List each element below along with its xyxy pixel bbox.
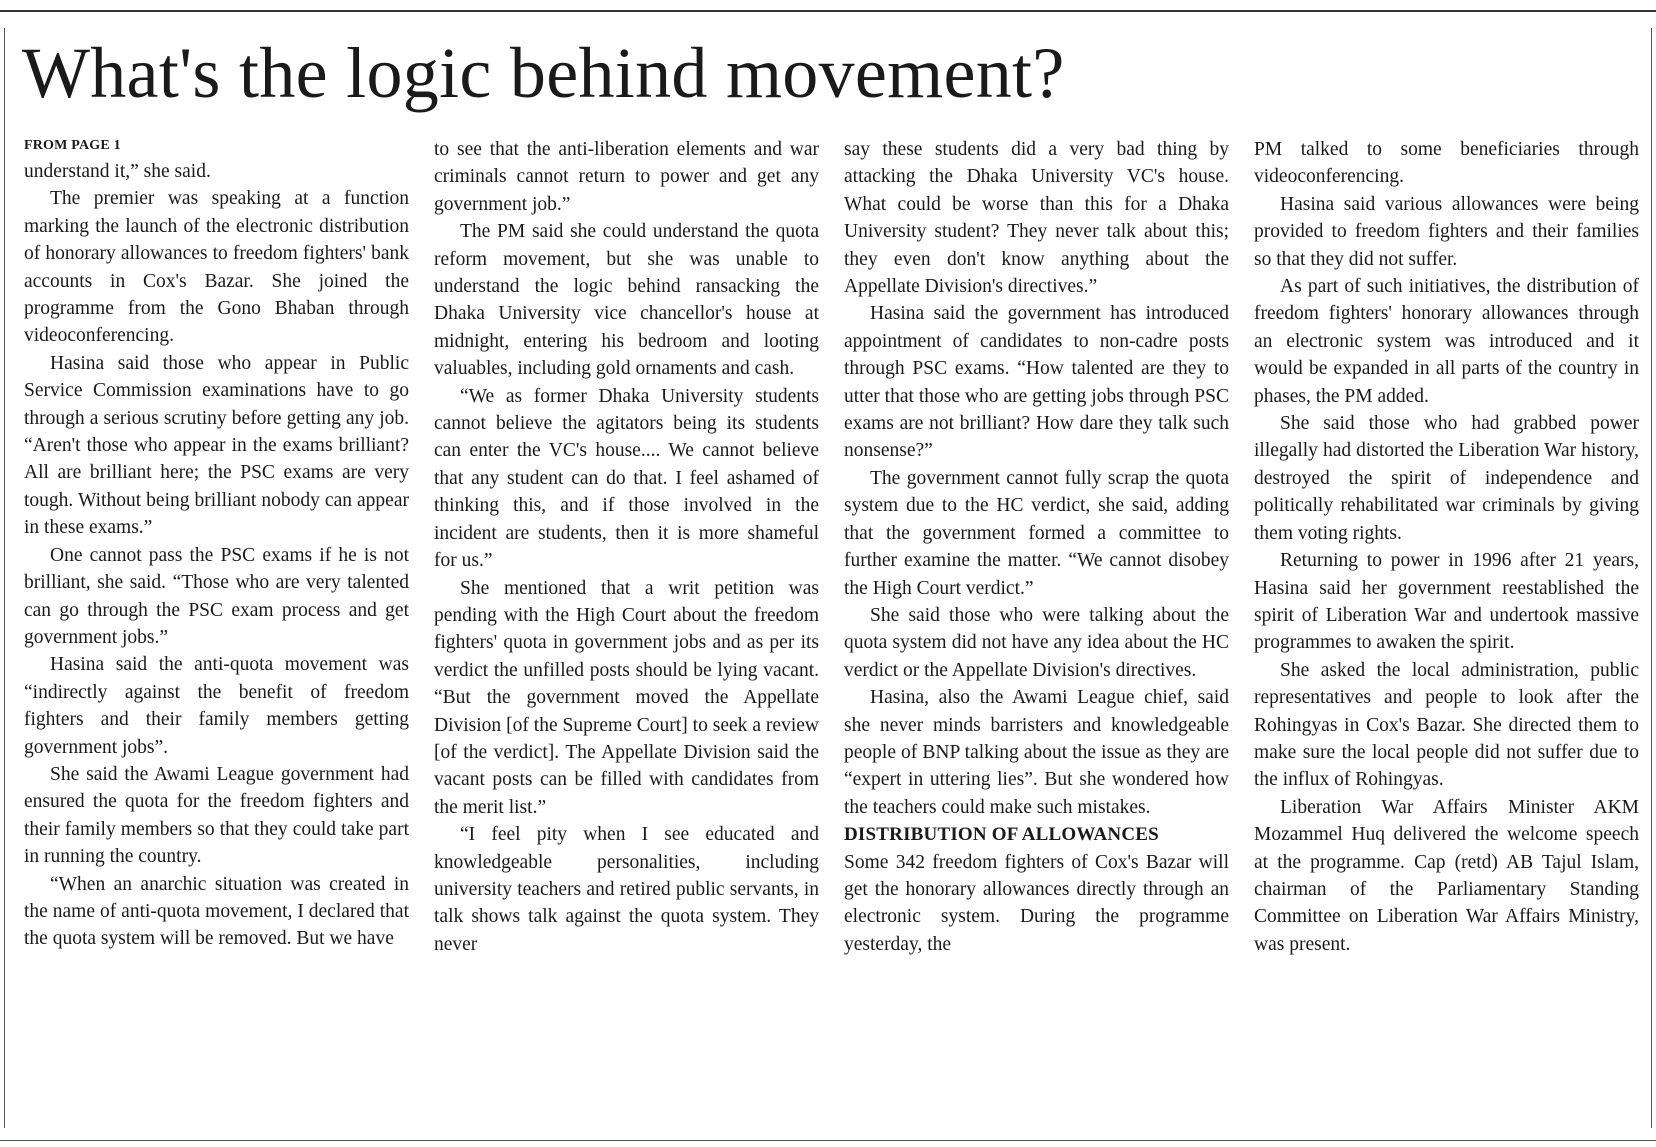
paragraph: One cannot pass the PSC exams if he is not brilliant, she said. “Those who are very talented can go through the PSC exam process and get government jobs.” [24,544,409,648]
paragraph: She said the Awami League government had ensured the quota for the freedom fighters and their family members so that they could take part in running the country. [24,763,409,868]
paragraph: “When an anarchic situation was created in the name of anti-quota movement, I declared that the quota system will be removed. But we have [24,873,409,950]
paragraph: She said those who had grabbed power illegally had distorted the Liberation War history, destroyed the spirit of independence and politically rehabilitated war criminals by giving them voting rights. [1254,413,1639,544]
paragraph: As part of such initiatives, the distribution of freedom fighters' honorary allowances through an electronic system was introduced and it would be expanded in all parts of the country in phases, the PM added. [1254,276,1639,407]
paragraph: Hasina said the government has introduced appointment of candidates to non-cadre posts through PSC exams. “How talented are they to utter that those who are getting jobs through PSC exams are not brilliant? How dare they talk such nonsense?” [844,303,1229,462]
article-headline: What's the logic behind movement? [22,33,1065,113]
paragraph: PM talked to some beneficiaries through videoconferencing. [1254,139,1639,188]
article-column-4 [1254,136,1639,958]
paragraph: She mentioned that a writ petition was pending with the High Court about the freedom fighters' quota in government jobs and as per its verdict the unfilled posts should be lying vacant. “But the government moved the Appellate Division [of the Supreme Court] to seek a review [of the verdict]. The Appellate Division said the vacant posts can be filled with candidates from the merit list.” [434,577,819,818]
right-column-rule [1651,28,1652,1128]
paragraph: “We as former Dhaka University students cannot believe the agitators being its students can enter the VC's house.... We cannot believe that any student can do that. I feel ashamed of thinking this, and if those involved in the incident are students, then it is more shameful for us.” [434,385,819,572]
paragraph: The government cannot fully scrap the quota system due to the HC verdict, she said, adding that the government formed a committee to further examine the matter. “We cannot disobey the High Court verdict.” [844,467,1229,599]
paragraph: Hasina said those who appear in Public Service Commission examinations have to go through a serious scrutiny before getting any job. “Aren't those who appear in the exams brilliant? All are brilliant here; the PSC exams are very tough. Without being brilliant nobody can appear in these exams.” [24,352,409,539]
paragraph: She said those who were talking about the quota system did not have any idea about the HC verdict or the Appellate Division's directives. [844,604,1229,681]
jump-line: FROM PAGE 1 [24,138,121,153]
paragraph: Liberation War Affairs Minister AKM Mozammel Huq delivered the welcome speech at the programme. Cap (retd) AB Tajul Islam, chairman of the Parliamentary Standing Committee on Liberation War Affairs Ministry, was present. [1254,796,1639,955]
paragraph: Hasina, also the Awami League chief, said she never minds barristers and knowledgeable people of BNP talking about the issue as they are “expert in uttering lies”. But she wondered how the teachers could make such mistakes. [844,687,1229,818]
bottom-rule [0,1140,1656,1141]
paragraph: Hasina said the anti-quota movement was “indirectly against the benefit of freedom fighters and their family members getting government jobs”. [24,654,409,758]
article-column-2 [434,136,819,958]
paragraph: understand it,” she said. [24,161,211,182]
paragraph: say these students did a very bad thing by attacking the Dhaka University VC's house. What could be worse than this for a Dhaka University student? They never talk about this; they even don't know anything about the Appellate Division's directives.” [844,139,1229,298]
paragraph: “I feel pity when I see educated and knowledgeable personalities, including university teachers and retired public servants, in talk shows talk against the quota system. They never [434,824,819,955]
paragraph: Hasina said various allowances were being provided to freedom fighters and their families so that they did not suffer. [1254,193,1639,270]
section-subhead: DISTRIBUTION OF ALLOWANCES [844,824,1159,846]
paragraph: She asked the local administration, public representatives and people to look after the Rohingyas in Cox's Bazar. She directed them to make sure the local people did not suffer due to the influx of Rohingyas. [1254,659,1639,791]
paragraph: The premier was speaking at a function marking the launch of the electronic distribution of honorary allowances to freedom fighters' bank accounts in Cox's Bazar. She joined the programme from the Gono Bhaban through videoconferencing. [24,188,409,347]
paragraph: Some 342 freedom fighters of Cox's Bazar will get the honorary allowances directly through an electronic system. During the programme yesterday, the [844,851,1229,955]
paragraph: Returning to power in 1996 after 21 years, Hasina said her government reestablished the spirit of Liberation War and undertook massive programmes to awaken the spirit. [1254,550,1639,654]
paragraph: The PM said she could understand the quota reform movement, but she was unable to understand the logic behind ransacking the Dhaka University vice chancellor's house at midnight, entering his bedroom and looting valuables, including gold ornaments and cash. [434,221,819,380]
article-column-3 [844,136,1229,958]
left-column-rule [4,28,5,1128]
article-column-1 [24,136,409,953]
top-rule [0,10,1656,12]
paragraph: to see that the anti-liberation elements and war criminals cannot return to power and get any government job.” [434,139,819,215]
